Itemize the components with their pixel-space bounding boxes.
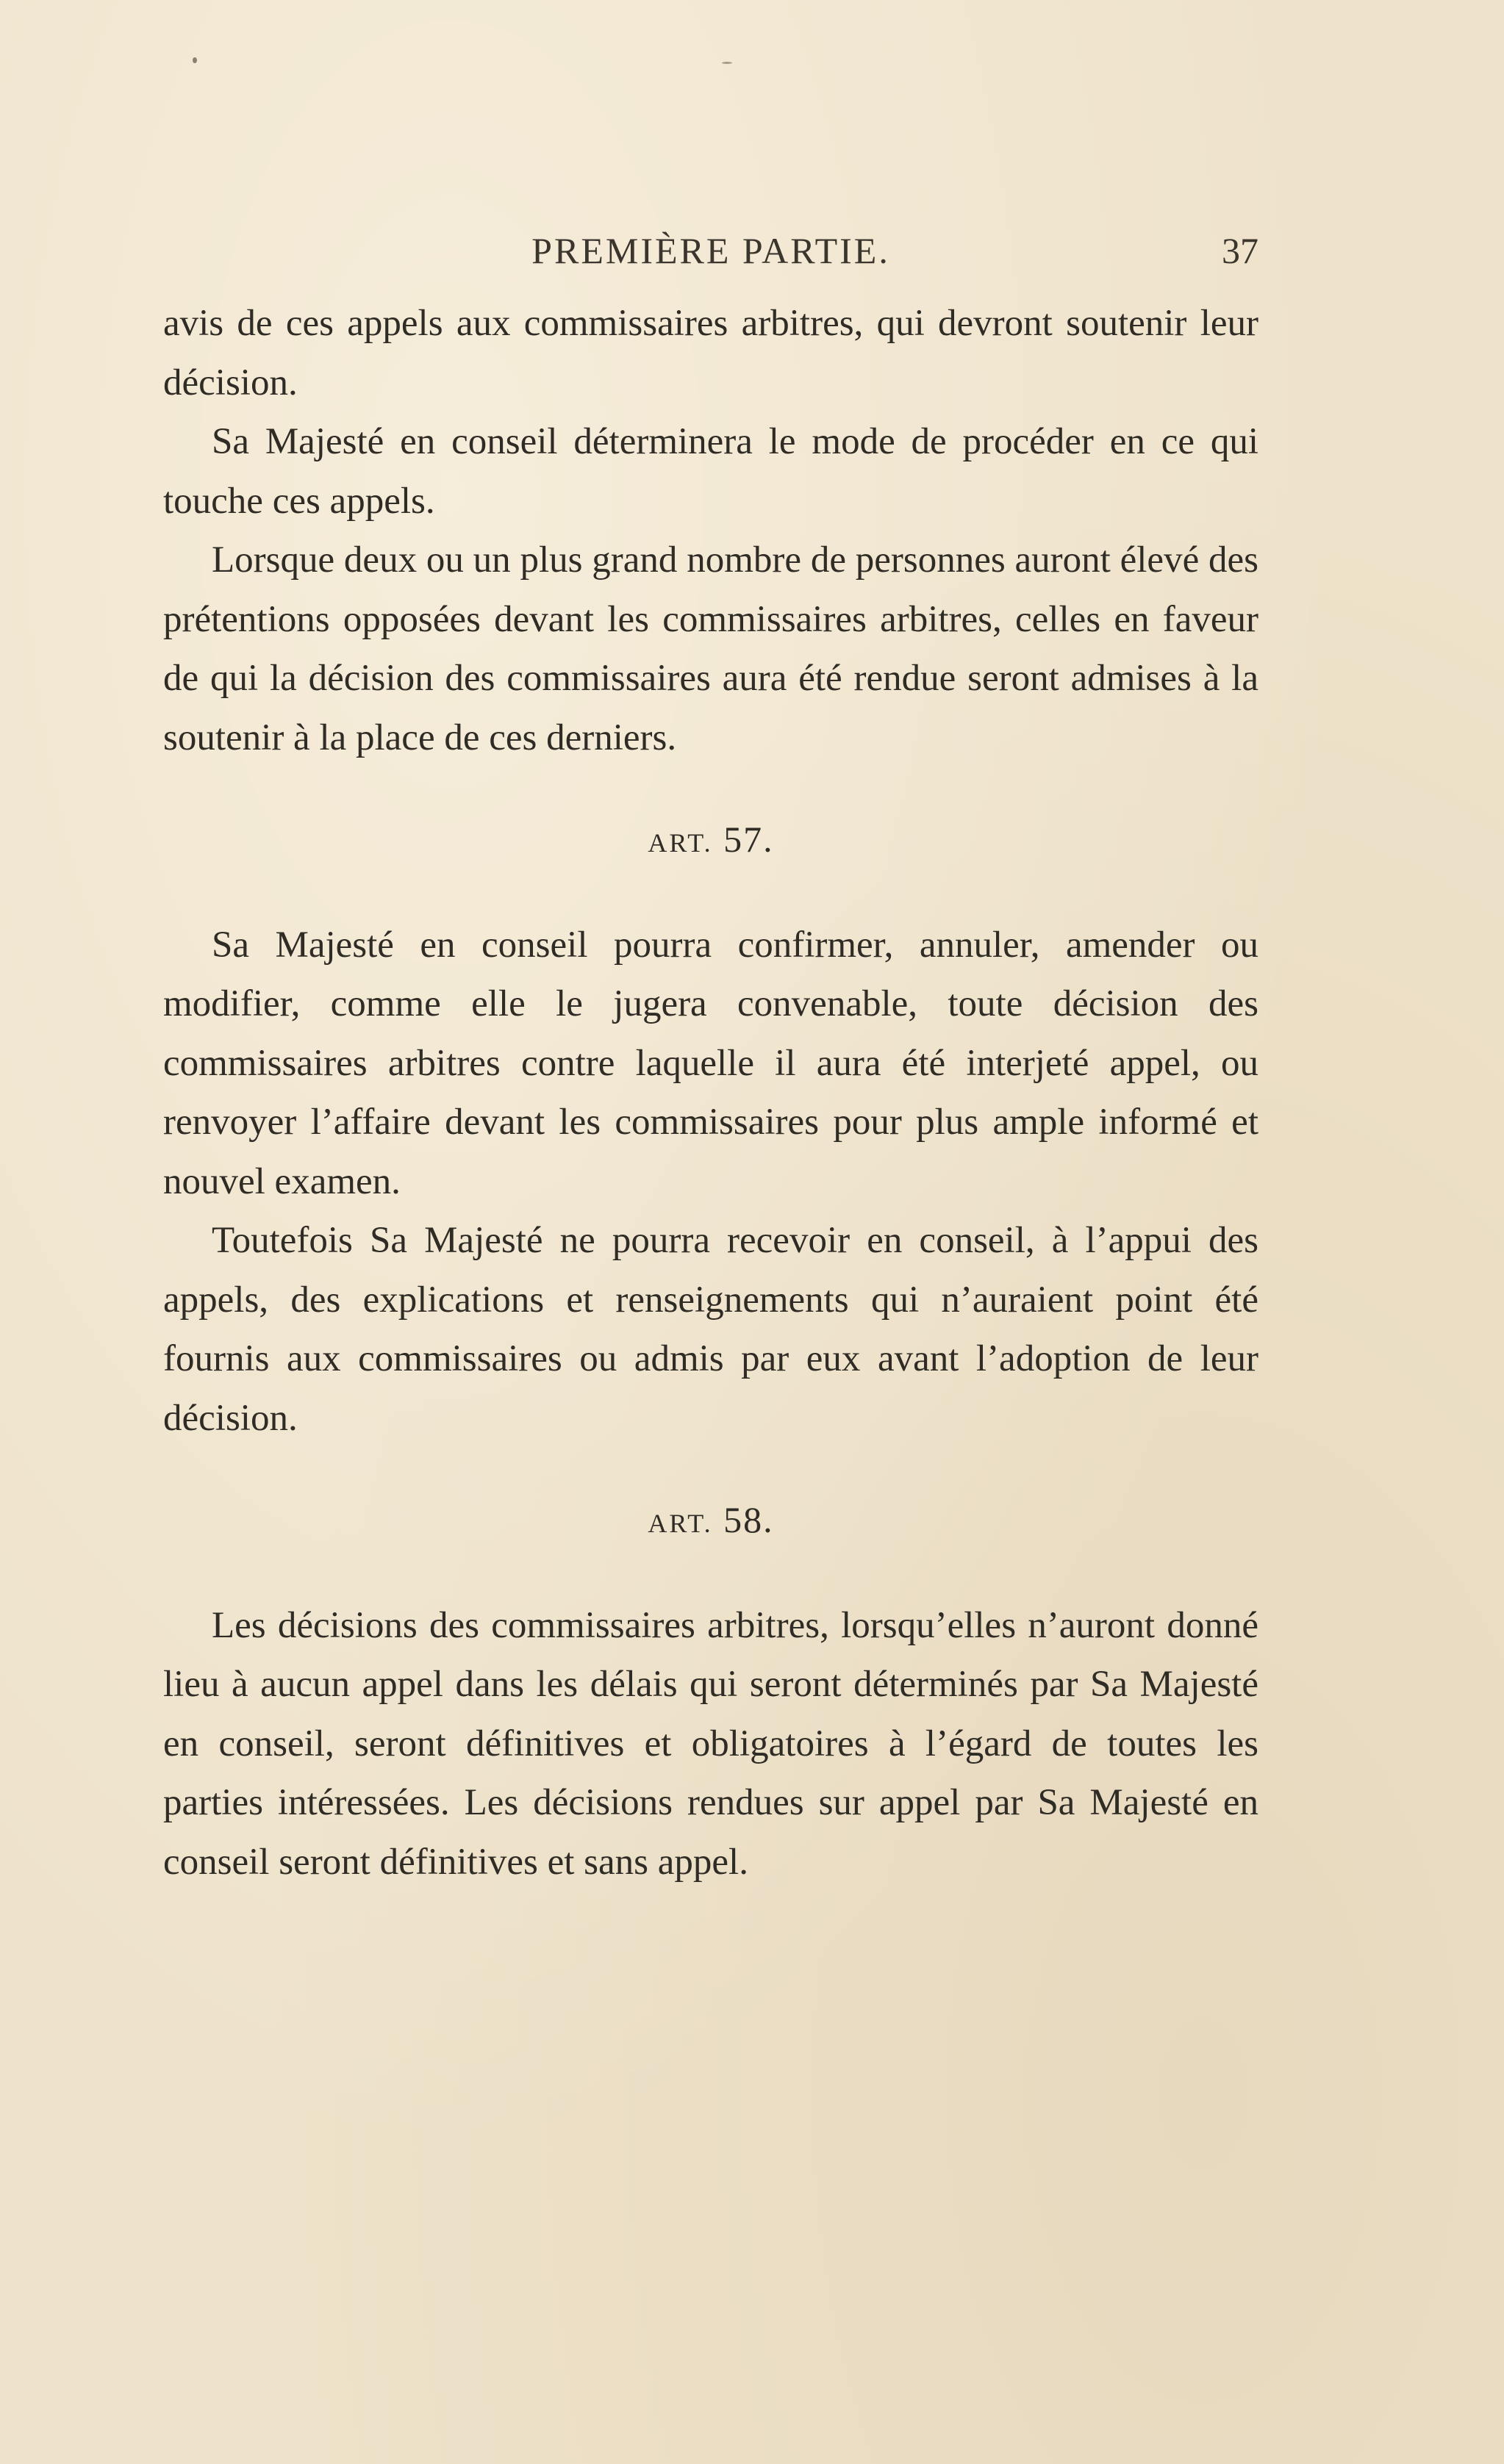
paragraph: Lorsque deux ou un plus grand nombre de personnes auront élevé des prétentions opposées devant les commissaires arbitres, celles en faveur de qui la décision des commissaires aura été rendue seront admises à la soutenir à la place de ces derniers. (163, 539, 1258, 758)
paper-speck (193, 57, 197, 63)
running-head (163, 229, 1258, 281)
article-heading-58 (163, 1490, 1258, 1554)
paper-speck (722, 62, 732, 64)
article-number: 58. (723, 1499, 774, 1540)
body-text (163, 294, 1258, 1892)
paragraph: Sa Majesté en conseil pourra confirmer, annuler, amender ou modifier, comme elle le jugera convenable, toute décision des commissaires arbitres contre laquelle il aura été interjeté appel, ou renvoyer l’affaire devant les commissaires pour plus ample informé et nouvel examen. (163, 924, 1258, 1202)
article-heading-57 (163, 810, 1258, 873)
paragraph: Les décisions des commissaires arbitres, lorsqu’elles n’auront donné lieu à aucun appel dans les délais qui seront déterminés par Sa Majesté en conseil, seront définitives et obligatoires à l’égard de toutes les parties intéressées. Les décisions rendues sur appel par Sa Majesté en conseil seront définitives et sans appel. (163, 1604, 1258, 1883)
article-label: ART. (648, 828, 713, 858)
paragraph: Toutefois Sa Majesté ne pourra recevoir en conseil, à l’appui des appels, des explications et renseignements qui n’auraient point été fournis aux commissaires ou admis par eux avant l’adoption de leur décision. (163, 1220, 1258, 1439)
paragraph: Sa Majesté en conseil déterminera le mode de procéder en ce qui touche ces appels. (163, 421, 1258, 522)
running-head-title: PREMIÈRE PARTIE. (531, 230, 890, 271)
page-number: 37 (1222, 230, 1258, 271)
article-number: 57. (723, 819, 774, 860)
paragraph: avis de ces appels aux commissaires arbitres, qui devront soutenir leur décision. (163, 303, 1258, 403)
article-label: ART. (648, 1509, 713, 1538)
